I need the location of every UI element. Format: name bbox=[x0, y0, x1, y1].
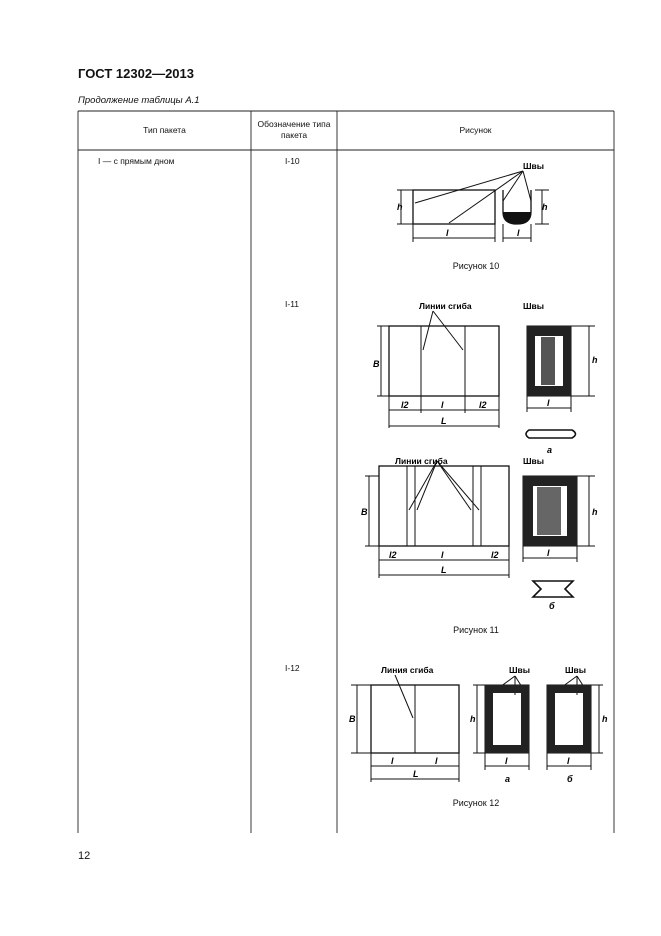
fig10-h2-label: h bbox=[542, 202, 548, 212]
fig12-h-label-b: h bbox=[602, 714, 608, 724]
column-header-type: Тип пакета bbox=[143, 125, 186, 135]
fig11-l2-right-label-b: l2 bbox=[491, 550, 499, 560]
page-number: 12 bbox=[78, 850, 91, 862]
column-header-code-line2: пакета bbox=[280, 130, 308, 140]
fig12-b-label: б bbox=[567, 774, 573, 784]
fig12-B-label: B bbox=[349, 714, 356, 724]
type-code-i11: I-11 bbox=[285, 299, 300, 309]
fig11-a-label: а bbox=[547, 445, 553, 455]
fig12-seams-label-a: Швы bbox=[509, 665, 531, 675]
fig10-h-label: h bbox=[397, 202, 403, 212]
fig11-B-label-b: B bbox=[361, 507, 368, 517]
fig12-l-left-label: l bbox=[391, 756, 394, 766]
fig12-a-label: а bbox=[505, 774, 511, 784]
fig11-B-label: B bbox=[373, 359, 380, 369]
fig11-L-label: L bbox=[441, 416, 447, 426]
fig10-l-label: l bbox=[446, 228, 449, 238]
fig11-b-label: б bbox=[549, 601, 555, 611]
document-header: ГОСТ 12302—2013 bbox=[78, 66, 194, 81]
fig11-l2-right-label: l2 bbox=[479, 400, 487, 410]
figure-10-drawing bbox=[337, 150, 614, 260]
fig11-fold-lines-label: Линии сгиба bbox=[419, 301, 472, 311]
fig12-fold-line-label: Линия сгиба bbox=[381, 665, 434, 675]
fig12-L-label: L bbox=[413, 769, 419, 779]
figure-11-drawing bbox=[337, 295, 614, 615]
column-header-figure: Рисунок bbox=[459, 125, 492, 135]
fig11-l-label-b: l bbox=[441, 550, 444, 560]
column-header-code-line1: Обозначение типа bbox=[257, 119, 331, 129]
type-code-i12: I-12 bbox=[285, 663, 300, 673]
fig11-l2-left-label: l2 bbox=[401, 400, 409, 410]
package-type-cell: I — с прямым дном bbox=[98, 156, 175, 166]
fig11-l-side-label: l bbox=[547, 398, 550, 408]
fig12-seams-label-b: Швы bbox=[565, 665, 587, 675]
fig11-seams-label: Швы bbox=[523, 301, 545, 311]
fig11-l-side-label-b: l bbox=[547, 548, 550, 558]
fig11-l2-left-label-b: l2 bbox=[389, 550, 397, 560]
fig11-h-label-b: h bbox=[592, 507, 598, 517]
column-header-code bbox=[251, 119, 337, 141]
figure-12-drawing bbox=[337, 660, 614, 790]
fig10-l2-label: l bbox=[517, 228, 520, 238]
fig12-l-label-b: l bbox=[567, 756, 570, 766]
fig12-h-label-a: h bbox=[470, 714, 476, 724]
fig10-seams-label: Швы bbox=[523, 161, 545, 171]
fig12-l-label-a: l bbox=[505, 756, 508, 766]
type-code-i10: I-10 bbox=[285, 156, 300, 166]
figure-12-caption: Рисунок 12 bbox=[452, 798, 500, 808]
fig12-l-right-label: l bbox=[435, 756, 438, 766]
fig11-fold-lines-label-b: Линии сгиба bbox=[395, 456, 448, 466]
fig11-L-label-b: L bbox=[441, 565, 447, 575]
figure-11-caption: Рисунок 11 bbox=[453, 625, 499, 635]
fig11-seams-label-b: Швы bbox=[523, 456, 545, 466]
table-continuation-label: Продолжение таблицы А.1 bbox=[78, 95, 200, 106]
fig11-l-label: l bbox=[441, 400, 444, 410]
fig11-h-label: h bbox=[592, 355, 598, 365]
figure-10-caption: Рисунок 10 bbox=[452, 261, 500, 271]
